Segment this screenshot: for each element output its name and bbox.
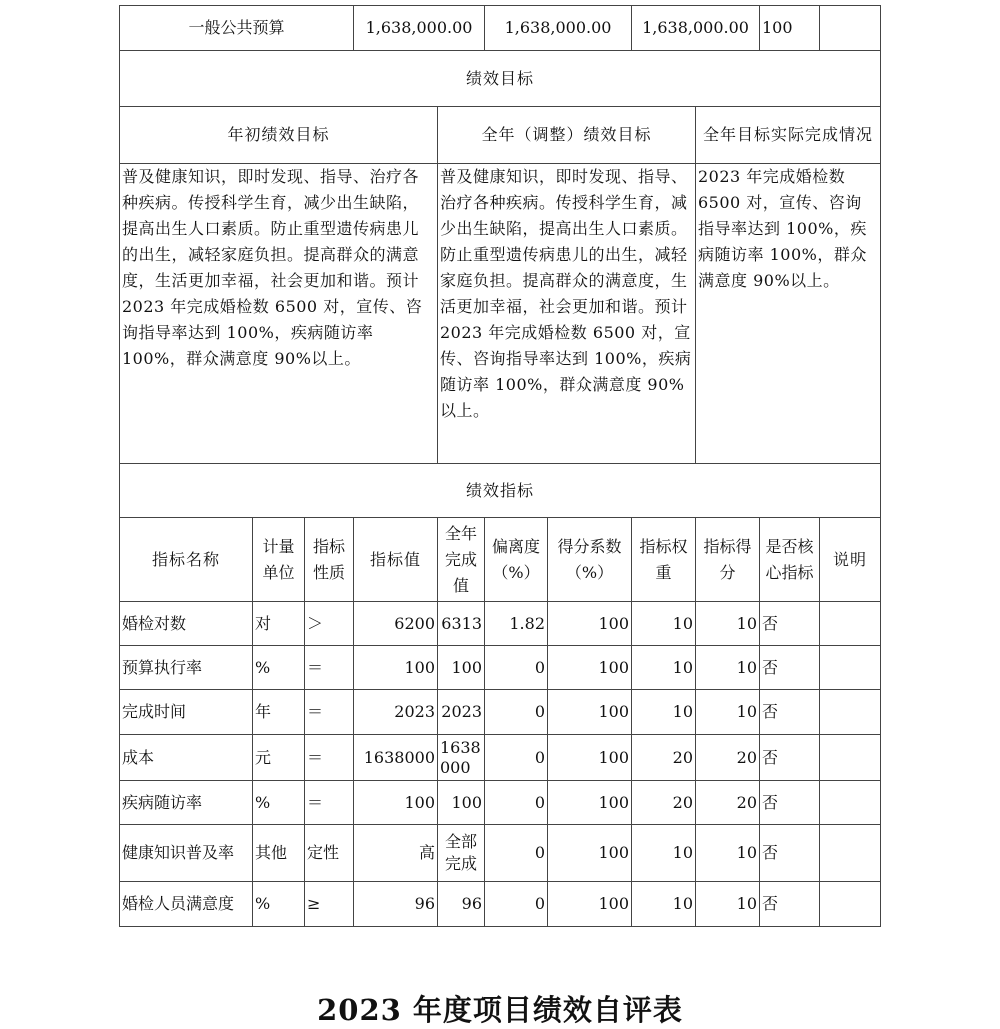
indicator-nature: ＝ [305,646,354,690]
header-score-coefficient: 得分系数（%） [548,518,632,602]
indicator-score-coefficient: 100 [548,735,632,781]
indicator-name: 成本 [120,735,253,781]
indicator-unit: 其他 [253,825,305,882]
indicator-core: 否 [760,781,820,825]
indicator-name: 疾病随访率 [120,781,253,825]
header-deviation: 偏离度（%） [485,518,548,602]
indicator-deviation: 1.82 [485,602,548,646]
indicator-score: 20 [696,735,760,781]
indicator-score-coefficient: 100 [548,646,632,690]
budget-source-label: 一般公共预算 [120,6,354,51]
indicator-note [820,882,881,927]
goals-section-title: 绩效目标 [120,51,881,107]
table-row [120,735,881,781]
header-note: 说明 [820,518,881,602]
header-unit: 计量单位 [253,518,305,602]
indicator-nature: 定性 [305,825,354,882]
indicator-note [820,602,881,646]
budget-value-4: 100 [760,6,820,51]
indicator-core: 否 [760,882,820,927]
header-completed-value: 全年完成值 [438,518,485,602]
indicator-weight: 10 [632,602,696,646]
indicator-core: 否 [760,825,820,882]
indicator-core: 否 [760,602,820,646]
indicator-deviation: 0 [485,781,548,825]
indicator-score-coefficient: 100 [548,882,632,927]
indicator-target: 1638000 [354,735,438,781]
header-indicator-name: 指标名称 [120,518,253,602]
indicator-deviation: 0 [485,690,548,735]
indicator-core: 否 [760,646,820,690]
indicator-completed: 6313 [438,602,485,646]
header-target-value: 指标值 [354,518,438,602]
indicator-target: 6200 [354,602,438,646]
indicator-score: 10 [696,646,760,690]
indicator-core: 否 [760,735,820,781]
indicator-unit: 对 [253,602,305,646]
indicator-completed: 100 [438,781,485,825]
indicator-nature: ＝ [305,690,354,735]
indicator-name: 健康知识普及率 [120,825,253,882]
goals-header-row [120,107,881,164]
goal-actual-text: 2023 年完成婚检数 6500 对，宣传、咨询指导率达到 100%，疾病随访率 100%，群众满意度 90%以上。 [696,164,881,464]
budget-row [120,6,881,51]
indicator-note [820,825,881,882]
indicator-target: 100 [354,781,438,825]
indicator-completed: 96 [438,882,485,927]
indicator-nature: ＝ [305,735,354,781]
budget-empty-cell [820,6,881,51]
indicator-score-coefficient: 100 [548,602,632,646]
indicator-deviation: 0 [485,646,548,690]
indicators-header-row [120,518,881,602]
indicator-note [820,690,881,735]
indicator-score: 10 [696,882,760,927]
budget-value-3: 1,638,000.00 [632,6,760,51]
budget-value-2: 1,638,000.00 [485,6,632,51]
goal-adjusted-header: 全年（调整）绩效目标 [438,107,696,164]
indicator-completed: 2023 [438,690,485,735]
indicator-target: 2023 [354,690,438,735]
indicator-name: 完成时间 [120,690,253,735]
indicator-unit: % [253,882,305,927]
indicator-target: 高 [354,825,438,882]
indicator-deviation: 0 [485,882,548,927]
budget-value-1: 1,638,000.00 [354,6,485,51]
indicator-deviation: 0 [485,825,548,882]
indicator-name: 预算执行率 [120,646,253,690]
table-row [120,781,881,825]
indicator-weight: 10 [632,646,696,690]
indicator-name: 婚检人员满意度 [120,882,253,927]
goals-content-row [120,164,881,464]
indicator-core: 否 [760,690,820,735]
table-row [120,646,881,690]
indicator-unit: 年 [253,690,305,735]
indicator-deviation: 0 [485,735,548,781]
document-title: 2023 年度项目绩效自评表 [317,993,683,1027]
indicator-note [820,646,881,690]
indicator-score: 10 [696,825,760,882]
indicator-completed: 全部完成 [438,825,485,882]
header-score: 指标得分 [696,518,760,602]
indicator-score: 10 [696,690,760,735]
goal-initial-text: 普及健康知识，即时发现、指导、治疗各种疾病。传授科学生育，减少出生缺陷，提高出生人口素质。防止重型遗传病患儿的出生，减轻家庭负担。提高群众的满意度，生活更加幸福，社会更加和谐。预计 2023 年完成婚检数 6500 对，宣传、咨询指导率达到 100%，疾病随访率 100%，群众满意度 90%以上。 [120,164,438,464]
indicator-name: 婚检对数 [120,602,253,646]
header-nature: 指标性质 [305,518,354,602]
goal-actual-header: 全年目标实际完成情况 [696,107,881,164]
indicator-note [820,781,881,825]
performance-table [119,5,881,927]
indicator-nature: ＞ [305,602,354,646]
indicator-score: 10 [696,602,760,646]
indicator-score: 20 [696,781,760,825]
header-core-indicator: 是否核心指标 [760,518,820,602]
indicator-unit: 元 [253,735,305,781]
indicator-weight: 10 [632,825,696,882]
indicator-weight: 20 [632,735,696,781]
indicator-score-coefficient: 100 [548,690,632,735]
table-row [120,882,881,927]
goal-initial-header: 年初绩效目标 [120,107,438,164]
indicator-target: 96 [354,882,438,927]
indicator-score-coefficient: 100 [548,781,632,825]
table-row [120,602,881,646]
indicator-completed: 1638000 [438,735,485,781]
header-weight: 指标权重 [632,518,696,602]
indicator-weight: 10 [632,690,696,735]
table-row [120,825,881,882]
indicator-weight: 20 [632,781,696,825]
indicator-score-coefficient: 100 [548,825,632,882]
indicator-note [820,735,881,781]
indicators-section-title: 绩效指标 [120,464,881,518]
indicator-target: 100 [354,646,438,690]
indicator-completed: 100 [438,646,485,690]
indicator-nature: ≥ [305,882,354,927]
indicator-nature: ＝ [305,781,354,825]
indicator-unit: % [253,646,305,690]
table-row [120,690,881,735]
goal-adjusted-text: 普及健康知识，即时发现、指导、治疗各种疾病。传授科学生育，减少出生缺陷，提高出生人口素质。防止重型遗传病患儿的出生，减轻家庭负担。提高群众的满意度，生活更加幸福，社会更加和谐。预计 2023 年完成婚检数 6500 对，宣传、咨询指导率达到 100%，疾病随访率 100%，群众满意度 90%以上。 [438,164,696,464]
indicator-weight: 10 [632,882,696,927]
indicator-unit: % [253,781,305,825]
